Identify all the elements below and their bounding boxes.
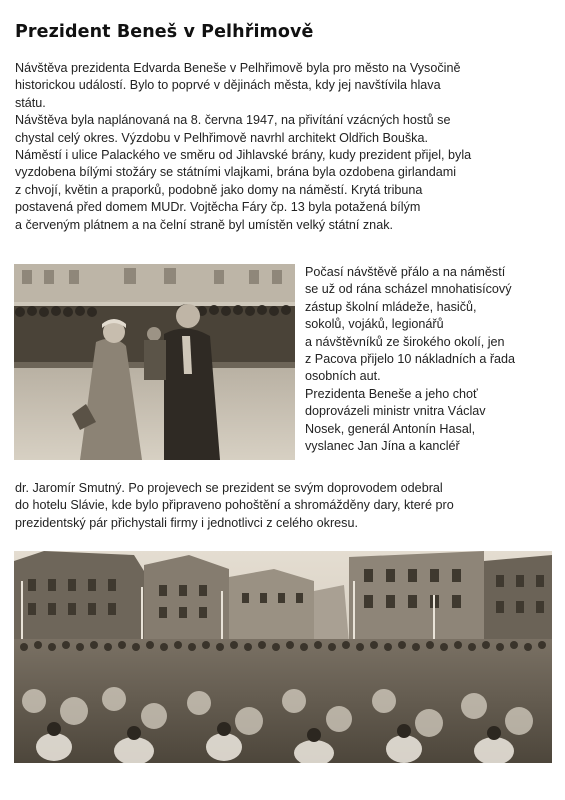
text-line: postavená před domem MUDr. Vojtěcha Fáry čp. 13 byla potažená bílým [15,200,421,215]
text-line: Počasí návštěvě přálo a na náměstí [305,265,506,279]
text-line: vyslanec Jan Jína a kancléř [305,439,460,454]
text-line: se už od rána scházel mnohatisícový [305,282,512,297]
text-line: a návštěvníků ze širokého okolí, jen [305,334,505,349]
text-line: z chvojí, květin a praporků, podobně jako domy na náměstí. Krytá tribuna [15,182,423,197]
text-line: osobních aut. [305,369,381,384]
president-photo [14,264,295,460]
continuation-paragraph [15,480,555,532]
text-line: chystal celý okres. Výzdobu v Pelhřimově navrhl architekt Oldřich Bouška. [15,130,428,145]
text-line: Náměstí i ulice Palackého ve směru od Jihlavské brány, kudy prezident přijel, byla [15,148,472,163]
text-line: dr. Jaromír Smutný. Po projevech se prezident se svým doprovodem odebral [15,481,443,495]
text-line: Prezidenta Beneše a jeho choť [305,386,478,401]
text-line: doprovázeli ministr vnitra Václav [305,404,486,419]
intro-paragraph [15,60,555,234]
text-line: do hotelu Slávie, kde bylo připraveno pohoštění a shromážděny dary, které pro [15,498,454,513]
side-paragraph [305,264,557,455]
text-line: státu. [15,95,46,110]
text-line: sokolů, vojáků, legionářů [305,317,444,332]
text-line: Návštěva byla naplánovaná na 8. června 1947, na přivítání vzácných hostů se [15,113,451,128]
text-line: Návštěva prezidenta Edvarda Beneše v Pelhřimově byla pro město na Vysočině [15,61,461,75]
page-title: Prezident Beneš v Pelhřimově [15,22,314,42]
historic-photo-crowd-on-square-icon [14,551,552,763]
text-line: prezidentský pár přichystali firmy i jednotlivci z celého okresu. [15,515,358,530]
square-crowd-photo [14,551,552,763]
text-line: Nosek, generál Antonín Hasal, [305,421,476,436]
text-line: z Pacova přijelo 10 nákladních a řada [305,352,516,367]
text-line: zástup školní mládeže, hasičů, [305,299,477,314]
text-line: a červeným plátnem a na čelní straně byl umístěn velký státní znak. [15,217,393,232]
text-line: historickou událostí. Bylo to poprvé v dějinách města, kdy jej navštívila hlava [15,78,441,93]
historic-photo-president-walking-icon [14,264,295,460]
text-line: vyzdobena bílými stožáry se státními vlajkami, brána byla ozdobena girlandami [15,165,456,180]
